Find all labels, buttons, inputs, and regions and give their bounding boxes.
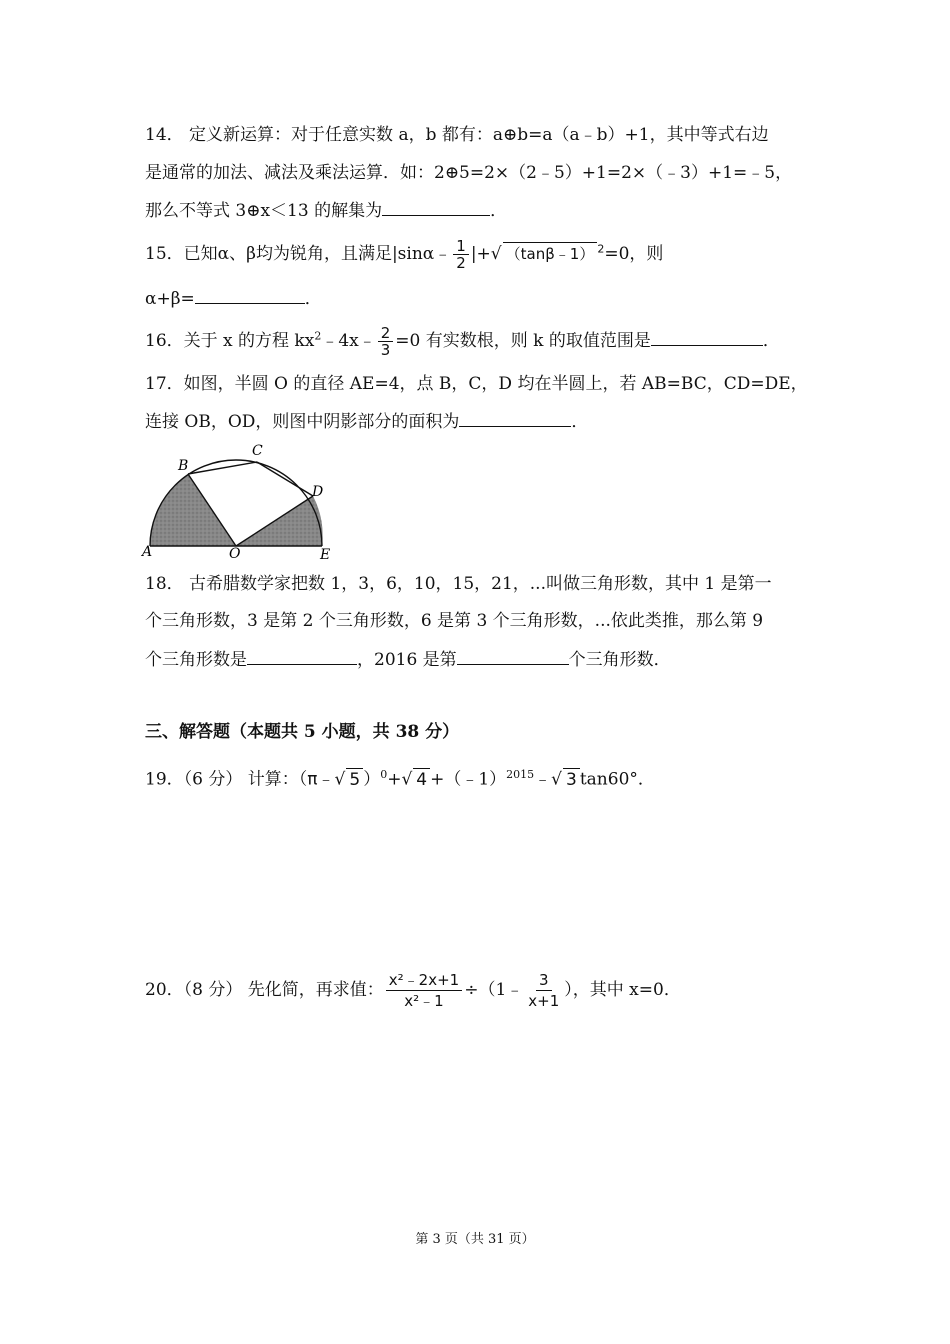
sqrt-icon: √ [551,769,563,790]
q15-line2-end: ． [304,289,322,309]
answer-blank-18a[interactable] [247,648,357,665]
answer-blank-18b[interactable] [457,648,569,665]
label-d: D [312,484,324,500]
q18-line3 [145,648,671,671]
q17-line2 [145,410,588,433]
q19-text-mid: +（﹣1） [430,769,507,790]
q14-line2: 是通常的加法、减法及乘法运算．如：2⊕5=2×（2﹣5）+1=2×（﹣3）+1=﹣5， [145,163,793,183]
q20-frac1-den: x²﹣1 [404,992,444,1010]
q19-exp2015: 2015 [506,768,535,781]
q14-line3-text: 那么不等式 3⊕x＜13 的解集为 [145,201,383,221]
q14-line3-end: ． [490,201,508,221]
q19-sqrt5: 5 [346,768,363,791]
q15-sqrt-exp: 2 [597,242,605,256]
q18-line2: 个三角形数，3 是第 2 个三角形数，6 是第 3 个三角形数，...依此类推，那么第 9 [145,611,764,631]
shaded-region-right [236,496,323,546]
q18-line3-end: 个三角形数． [568,650,671,670]
answer-blank-14[interactable] [382,199,490,216]
label-e: E [320,547,331,563]
q14-line3 [145,199,507,222]
q19-plus: + [387,769,402,790]
sqrt-icon: √ [490,244,502,264]
q19-sqrt4: 4 [413,768,430,791]
semicircle-figure [140,440,350,565]
page-footer: 第 3 页（共 31 页） [415,1232,535,1247]
q19-text-pre: 19．（6 分） 计算：（ [145,769,308,790]
q17-line1: 17．如图，半圆 O 的直径 AE=4，点 B，C，D 均在半圆上，若 AB=BC，CD=DE， [145,374,808,394]
q19-pi: π﹣ [307,769,335,790]
q15-line1 [145,238,663,271]
sqrt-icon: √ [401,769,413,790]
q16-end: ． [762,331,780,351]
q19-text-post: tan60°． [579,769,655,790]
q20-line [145,970,681,1011]
answer-blank-15[interactable] [195,287,305,304]
label-b: B [178,458,189,474]
section-heading: 三、解答题（本题共 5 小题，共 38 分） [145,722,460,742]
q16-text-mid: ﹣4x﹣ [321,331,376,351]
q20-frac1-num: x²﹣2x+1 [386,970,462,991]
q19-line: 19．（6 分） 计算：（π﹣√ 5 ）$^0$+√ 4 +（﹣1）$^{2015}$﹣√ 3 tan60°． [145,768,655,790]
q15-fraction [453,238,469,271]
label-o: O [229,546,241,562]
q15-line2-text: α+β= [145,289,195,309]
q19-minus: ﹣ [534,769,552,790]
q16-text-pre: 16．关于 x 的方程 kx [145,331,315,351]
q18-line3-text: 个三角形数是 [145,650,247,670]
chord-cd [257,462,313,496]
q20-fraction-2 [525,970,562,1011]
q20-text-post: ），其中 x=0． [564,980,681,1000]
q20-text-pre: 20．（8 分） 先化简，再求值： [145,980,384,1000]
q16-text-post: =0 有实数根，则 k 的取值范围是 [395,331,651,351]
q17-line2-end: ． [571,412,589,432]
answer-blank-17[interactable] [459,410,571,427]
q15-sqrt-content: （tanβ﹣1） [503,242,598,265]
q15-text-mid: |+ [470,244,491,264]
q16-frac-den: 3 [380,341,391,359]
q17-line2-text: 连接 OB，OD，则图中阴影部分的面积为 [145,412,460,432]
q15-text-pre: 15．已知α、β均为锐角，且满足|sinα﹣ [145,244,452,264]
label-c: C [252,443,263,459]
q20-frac2-num: 3 [536,970,552,991]
q16-exp: 2 [314,329,322,343]
q15-line2 [145,287,322,310]
q16-frac-num: 2 [378,325,394,342]
q20-div: ÷（1﹣ [464,980,524,1000]
q14-line1: 14． 定义新运算：对于任意实数 a，b 都有：a⊕b=a（a﹣b）+1，其中等式右边 [145,125,769,145]
q16-fraction [378,325,394,358]
q20-fraction-1 [386,970,462,1011]
q19-sqrt3: 3 [563,768,580,791]
sqrt-icon: √ [334,769,346,790]
q16-line [145,325,780,358]
label-a: A [142,544,153,560]
q15-text-post: =0，则 [604,244,664,264]
q19-exp0: 0 [380,768,388,781]
q15-frac-num: 1 [453,238,469,255]
q20-frac2-den: x+1 [528,992,560,1010]
q18-line3-mid: ，2016 是第 [357,650,457,670]
q15-frac-den: 2 [456,254,466,272]
q18-line1: 18． 古希腊数学家把数 1，3，6，10，15，21，...叫做三角形数，其中 1 是第一 [145,574,772,594]
shaded-region-left [150,474,236,546]
answer-blank-16[interactable] [651,329,763,346]
